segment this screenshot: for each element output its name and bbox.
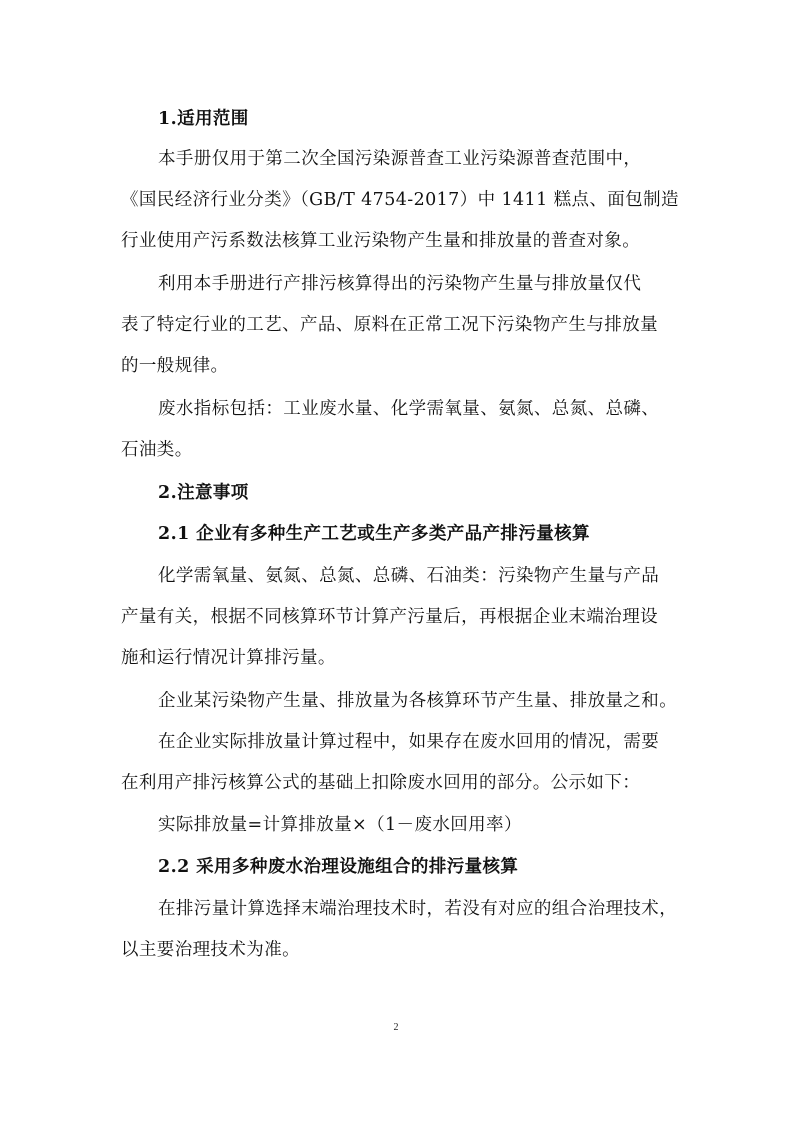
paragraph-line: 表了特定行业的工艺、产品、原料在正常工况下污染物产生与排放量 bbox=[121, 315, 658, 335]
paragraph-line: 的一般规律。 bbox=[121, 356, 229, 376]
paragraph-line: 在利用产排污核算公式的基础上扣除废水回用的部分。公示如下： bbox=[121, 773, 641, 793]
paragraph-line: 利用本手册进行产排污核算得出的污染物产生量与排放量仅代 bbox=[158, 274, 642, 294]
paragraph-line: 在企业实际排放量计算过程中，如果存在废水回用的情况，需要 bbox=[158, 732, 660, 752]
paragraph-line: 本手册仅用于第二次全国污染源普查工业污染源普查范围中， bbox=[158, 149, 642, 169]
section-2-heading: 2.注意事项 bbox=[158, 483, 249, 503]
paragraph-line: 以主要治理技术为准。 bbox=[121, 940, 300, 960]
paragraph-line: 《国民经济行业分类》（GB/T 4754-2017）中 1411 糕点、面包制造 bbox=[121, 190, 679, 210]
section-2-1-heading: 2.1 企业有多种生产工艺或生产多类产品产排污量核算 bbox=[158, 524, 590, 544]
paragraph-line: 行业使用产污系数法核算工业污染物产生量和排放量的普查对象。 bbox=[121, 231, 641, 251]
paragraph-line: 企业某污染物产生量、排放量为各核算环节产生量、排放量之和。 bbox=[158, 691, 678, 711]
page-number: 2 bbox=[393, 1022, 399, 1033]
paragraph-line: 废水指标包括：工业废水量、化学需氧量、氨氮、总氮、总磷、 bbox=[158, 399, 660, 419]
paragraph-line: 石油类。 bbox=[121, 440, 193, 460]
formula-line: 实际排放量=计算排放量×（1－废水回用率） bbox=[158, 815, 522, 835]
paragraph-line: 施和运行情况计算排污量。 bbox=[121, 648, 336, 668]
paragraph-line: 化学需氧量、氨氮、总氮、总磷、石油类：污染物产生量与产品 bbox=[158, 566, 660, 586]
section-1-heading: 1.适用范围 bbox=[158, 109, 249, 129]
section-2-2-heading: 2.2 采用多种废水治理设施组合的排污量核算 bbox=[158, 857, 519, 877]
paragraph-line: 在排污量计算选择末端治理技术时，若没有对应的组合治理技术， bbox=[158, 899, 678, 919]
paragraph-line: 产量有关，根据不同核算环节计算产污量后，再根据企业末端治理设 bbox=[121, 607, 658, 627]
